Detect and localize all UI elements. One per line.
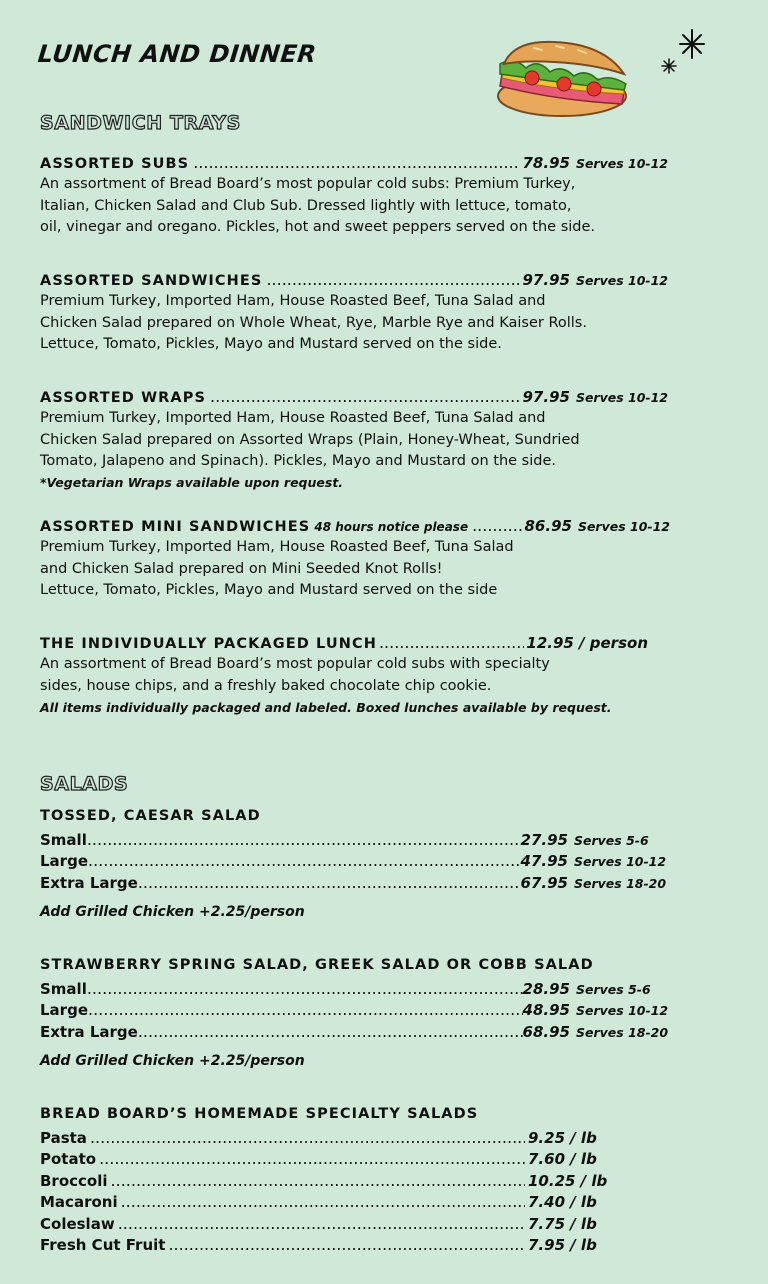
price: 7.75 / lb — [528, 1215, 597, 1233]
leader-dots — [87, 830, 521, 849]
menu-item-individually-packaged-lunch — [40, 633, 648, 652]
leader-dots — [472, 516, 522, 535]
leader-dots — [193, 153, 518, 172]
price-row — [40, 1171, 608, 1190]
leader-dots — [121, 1192, 525, 1211]
menu-item-assorted-wraps — [40, 387, 668, 406]
item-price: 78.95 — [522, 154, 570, 172]
section-heading-salads: SALADS — [40, 773, 129, 795]
price-row — [40, 1000, 669, 1019]
item-label: Potato — [40, 1150, 97, 1168]
serves: Serves 18-20 — [576, 1025, 669, 1040]
sparkle-icon — [676, 28, 708, 60]
menu-item-assorted-subs — [40, 153, 668, 172]
price-row — [40, 1214, 600, 1233]
serves: Serves 5-6 — [576, 982, 651, 997]
leader-dots — [210, 387, 518, 406]
description-line: Tomato, Jalapeno and Spinach). Pickles, Mayo and Mustard on the side. — [40, 453, 556, 469]
leader-dots — [88, 1000, 523, 1019]
item-serves: Serves 10-12 — [577, 519, 670, 534]
leader-dots — [88, 851, 521, 870]
salad-group-title: BREAD BOARD’S HOMEMADE SPECIALTY SALADS — [40, 1106, 479, 1122]
item-label: Macaroni — [40, 1193, 118, 1211]
description-line: oil, vinegar and oregano. Pickles, hot and sweet peppers served on the side. — [40, 219, 596, 235]
item-serves: Serves 10-12 — [575, 390, 668, 405]
description-line: Chicken Salad prepared on Whole Wheat, Rye, Marble Rye and Kaiser Rolls. — [40, 314, 587, 331]
menu-item-assorted-sandwiches — [40, 270, 668, 289]
sandwich-illustration — [494, 34, 632, 120]
description-line: sides, house chips, and a freshly baked chocolate chip cookie. — [40, 677, 492, 694]
size-label: Small — [40, 831, 87, 849]
section-heading-sandwich-trays: SANDWICH TRAYS — [40, 112, 241, 134]
page-title: LUNCH AND DINNER — [36, 40, 318, 68]
leader-dots — [168, 1235, 525, 1254]
item-serves: Serves 10-12 — [575, 273, 668, 288]
description-line: Italian, Chicken Salad and Club Sub. Dressed lightly with lettuce, tomato, — [40, 197, 572, 214]
description-line: An assortment of Bread Board’s most popular cold subs: Premium Turkey, — [40, 176, 576, 192]
salad-group-title: TOSSED, CAESAR SALAD — [40, 808, 261, 824]
leader-dots — [90, 1128, 525, 1147]
price-row — [40, 979, 660, 998]
price: 68.95 — [522, 1023, 570, 1041]
addon-note: Add Grilled Chicken +2.25/person — [40, 904, 305, 920]
leader-dots — [379, 633, 524, 652]
price-row — [40, 1149, 600, 1168]
description-line: and Chicken Salad prepared on Mini Seeded Knot Rolls! — [40, 560, 443, 577]
item-description — [40, 537, 514, 602]
price: 67.95 — [520, 874, 568, 892]
leader-dots — [138, 1022, 523, 1041]
price: 7.40 / lb — [528, 1193, 597, 1211]
price: 7.95 / lb — [528, 1236, 597, 1254]
item-price: 97.95 — [522, 271, 570, 289]
price-row — [40, 830, 656, 849]
leader-dots — [266, 270, 518, 289]
item-price: 86.95 — [524, 517, 572, 535]
serves: Serves 10-12 — [574, 854, 667, 869]
description-line: Chicken Salad prepared on Assorted Wraps (Plain, Honey-Wheat, Sundried — [40, 431, 580, 448]
leader-dots — [111, 1171, 525, 1190]
leader-dots — [138, 873, 521, 892]
item-price: 12.95 / person — [526, 634, 648, 652]
price: 47.95 — [520, 852, 568, 870]
menu-item-assorted-mini-sandwiches — [40, 516, 670, 535]
item-label: Broccoli — [40, 1172, 108, 1190]
item-name: ASSORTED SANDWICHES — [40, 273, 263, 289]
salad-group-title: STRAWBERRY SPRING SALAD, GREEK SALAD OR COBB SALAD — [40, 957, 594, 973]
description-line: Premium Turkey, Imported Ham, House Roasted Beef, Tuna Salad and — [40, 293, 546, 309]
size-label: Large — [40, 852, 88, 870]
price-row — [40, 873, 667, 892]
item-description — [40, 291, 587, 356]
price: 27.95 — [520, 831, 568, 849]
item-hint: 48 hours notice please — [314, 520, 469, 534]
size-label: Small — [40, 980, 87, 998]
size-label: Extra Large — [40, 874, 138, 892]
item-note: All items individually packaged and labeled. Boxed lunches available by request. — [40, 700, 612, 715]
serves: Serves 18-20 — [574, 876, 667, 891]
price: 9.25 / lb — [528, 1129, 597, 1147]
item-label: Pasta — [40, 1129, 87, 1147]
item-description — [40, 408, 580, 473]
leader-dots — [87, 979, 523, 998]
description-line: Premium Turkey, Imported Ham, House Roasted Beef, Tuna Salad and — [40, 410, 546, 426]
serves: Serves 5-6 — [574, 833, 649, 848]
leader-dots — [99, 1149, 525, 1168]
small-sparkle-icon — [661, 58, 677, 74]
item-label: Coleslaw — [40, 1215, 115, 1233]
item-price: 97.95 — [522, 388, 570, 406]
item-name: ASSORTED SUBS — [40, 156, 190, 172]
description-line: Lettuce, Tomato, Pickles, Mayo and Mustard served on the side. — [40, 336, 502, 352]
price-row — [40, 1192, 600, 1211]
description-line: Lettuce, Tomato, Pickles, Mayo and Mustard served on the side — [40, 582, 498, 598]
description-line: An assortment of Bread Board’s most popular cold subs with specialty — [40, 656, 550, 672]
price: 10.25 / lb — [528, 1172, 608, 1190]
price-row — [40, 851, 667, 870]
price-row — [40, 1022, 669, 1041]
item-name: THE INDIVIDUALLY PACKAGED LUNCH — [40, 636, 377, 652]
item-note: *Vegetarian Wraps available upon request. — [40, 475, 344, 490]
serves: Serves 10-12 — [576, 1003, 669, 1018]
item-name: ASSORTED MINI SANDWICHES — [40, 519, 311, 535]
price: 7.60 / lb — [528, 1150, 597, 1168]
size-label: Large — [40, 1001, 88, 1019]
item-serves: Serves 10-12 — [575, 156, 668, 171]
item-description — [40, 174, 595, 239]
item-name: ASSORTED WRAPS — [40, 390, 207, 406]
price: 28.95 — [522, 980, 570, 998]
price: 48.95 — [522, 1001, 570, 1019]
price-row — [40, 1128, 600, 1147]
item-label: Fresh Cut Fruit — [40, 1236, 166, 1254]
item-description — [40, 654, 550, 697]
leader-dots — [118, 1214, 525, 1233]
price-row — [40, 1235, 600, 1254]
description-line: Premium Turkey, Imported Ham, House Roasted Beef, Tuna Salad — [40, 539, 514, 555]
size-label: Extra Large — [40, 1023, 138, 1041]
addon-note: Add Grilled Chicken +2.25/person — [40, 1053, 305, 1069]
